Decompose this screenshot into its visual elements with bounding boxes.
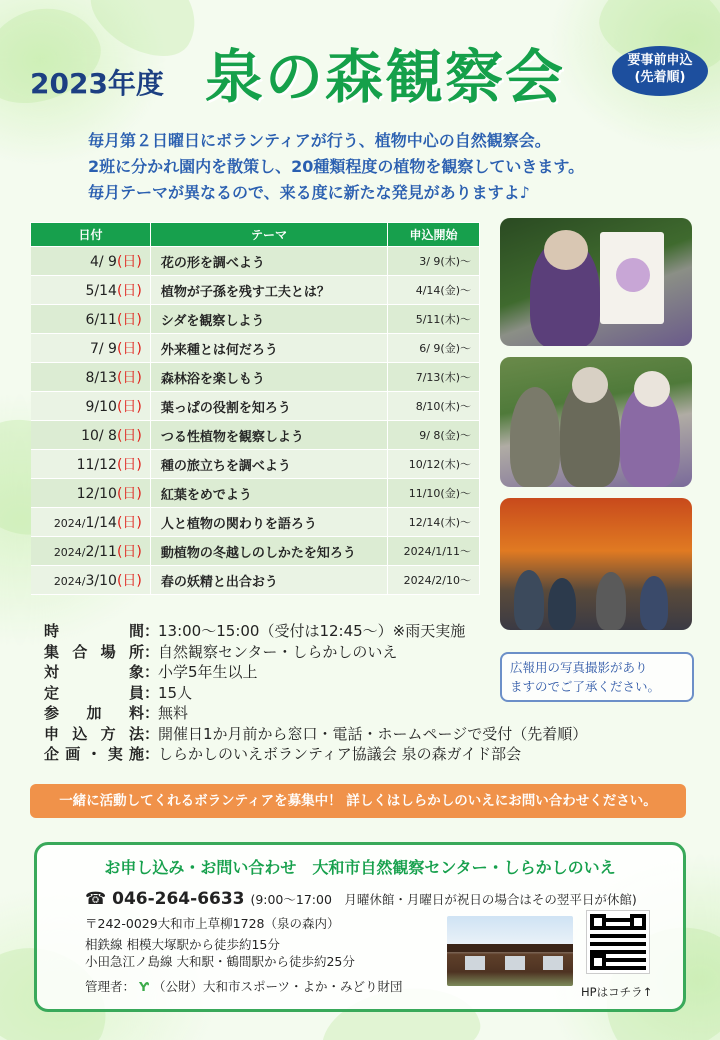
schedule-date [31,450,151,479]
foundation-logo-icon: Ƴ [139,979,149,994]
badge-line-1: 要事前申込 [627,53,693,68]
schedule-date [31,421,151,450]
date-weekday: (日) [116,283,142,299]
schedule-date [31,537,151,566]
detail-label: 集 合 場 所 [44,642,144,661]
schedule-date [31,363,151,392]
schedule-theme: 花の形を調べよう [150,247,387,276]
date-weekday: (日) [116,428,142,444]
intro-line-2: 2班に分かれ園内を散策し、20種類程度の植物を観察していきます。 [88,157,585,176]
access-sotetsu: 相鉄線 相模大塚駅から徒歩約15分 [85,937,280,952]
photo-autumn-leaves-group [500,498,692,630]
detail-row [44,703,664,724]
schedule-theme: 春の妖精と出合おう [150,566,387,595]
qr-caption: HPはコチラ↑ [581,985,653,999]
schedule-header-row [31,223,480,247]
phone-number[interactable]: 046-264-6633 [112,889,245,909]
detail-colon: ： [144,622,160,640]
detail-value: 無料 [158,704,189,722]
schedule-date [31,508,151,537]
detail-label: 企 画 ・ 実 施 [44,745,144,763]
schedule-date [31,305,151,334]
detail-label: 定 員 [44,683,144,702]
schedule-theme: 葉っぱの役割を知ろう [150,392,387,421]
schedule-theme: 種の旅立ちを調べよう [150,450,387,479]
schedule-date [31,276,151,305]
date-month-day: 2/11 [85,544,117,560]
schedule-open-date: 3/ 9(木)～ [388,247,480,276]
date-month-day: 9/10 [85,399,117,415]
reservation-badge [612,46,708,96]
date-weekday: (日) [116,254,142,270]
volunteer-banner: 一緒に活動してくれるボランティアを募集中！ 詳しくはしらかしのいえにお問い合わせください。 [30,784,686,818]
schedule-row [31,392,480,421]
contact-heading: お申し込み・お問い合わせ 大和市自然観察センター・しらかしのいえ [104,858,616,877]
date-weekday: (日) [116,573,142,589]
detail-label: 対 象 [44,663,144,681]
schedule-theme: 人と植物の関わりを語ろう [150,508,387,537]
schedule-open-date: 11/10(金)～ [388,479,480,508]
header-date: 日付 [31,223,151,247]
date-month-day: 6/11 [85,312,117,328]
detail-colon: ： [144,642,160,661]
schedule-row [31,450,480,479]
detail-label: 時 間 [44,622,144,640]
contact-box [34,842,686,1012]
date-month-day: 1/14 [85,515,117,531]
date-weekday: (日) [116,312,142,328]
schedule-open-date: 7/13(木)～ [388,363,480,392]
date-weekday: (日) [116,457,142,473]
detail-value: 小学5年生以上 [158,663,258,681]
detail-label: 申 込 方 法 [44,724,144,743]
date-weekday: (日) [116,544,142,560]
contact-address-block [85,915,355,970]
date-month-day: 3/10 [85,573,117,589]
page-title: 泉の森観察会 [205,43,566,111]
detail-colon: ： [144,683,160,702]
date-weekday: (日) [116,515,142,531]
date-year-prefix: 2024/ [53,546,86,559]
intro-line-3: 毎月テーマが異なるので、来る度に新たな発見がありますよ♪ [88,183,530,202]
schedule-theme: 動植物の冬越しのしかたを知ろう [150,537,387,566]
schedule-row [31,305,480,334]
schedule-open-date: 2024/1/11～ [388,537,480,566]
schedule-theme: 植物が子孫を残す工夫とは？ [150,276,387,305]
schedule-date [31,247,151,276]
detail-colon: ： [144,745,160,763]
date-month-day: 4/ 9 [89,254,117,270]
photo-notice-line-1: 広報用の写真撮影があり [510,660,648,675]
date-weekday: (日) [116,399,142,415]
schedule-row [31,363,480,392]
schedule-theme: 外来種とは何だろう [150,334,387,363]
date-year-prefix: 2024/ [53,575,86,588]
detail-row [44,621,664,642]
manager-line [85,977,402,995]
schedule-row [31,276,480,305]
photo-guide-with-flower-chart [500,218,692,346]
schedule-row [31,247,480,276]
schedule-date [31,479,151,508]
detail-row [44,744,664,765]
manager-organization: （公財）大和市スポーツ・よか・みどり財団 [152,979,403,994]
schedule-date [31,566,151,595]
contact-phone [85,889,637,909]
schedule-row [31,334,480,363]
schedule-date [31,392,151,421]
date-month-day: 7/ 9 [89,341,117,357]
schedule-row [31,508,480,537]
schedule-open-date: 5/11(木)～ [388,305,480,334]
date-month-day: 5/14 [85,283,117,299]
schedule-table [30,222,480,595]
date-month-day: 11/12 [76,457,117,473]
detail-label: 参 加 料 [44,704,144,722]
event-year: 2023年度 [30,67,164,100]
schedule-open-date: 4/14(金)～ [388,276,480,305]
intro-text [88,128,708,206]
intro-line-1: 毎月第２日曜日にボランティアが行う、植物中心の自然観察会。 [88,131,551,150]
schedule-open-date: 6/ 9(金)～ [388,334,480,363]
badge-line-2: (先着順) [634,69,686,85]
schedule-theme: シダを観察しよう [150,305,387,334]
detail-colon: ： [144,663,160,681]
schedule-row [31,479,480,508]
detail-value: 13:00～15:00（受付は12:45～）※雨天実施 [158,622,466,640]
photo-notice [500,652,694,702]
schedule-row [31,421,480,450]
date-weekday: (日) [116,370,142,386]
schedule-open-date: 8/10(木)～ [388,392,480,421]
schedule-open-date: 10/12(木)～ [388,450,480,479]
detail-colon: ： [144,724,160,743]
phone-icon: ☎ [85,889,107,909]
date-month-day: 12/10 [76,486,117,502]
detail-value: 自然観察センター・しらかしのいえ [158,642,398,661]
schedule-open-date: 9/ 8(金)～ [388,421,480,450]
detail-colon: ： [144,704,160,722]
date-year-prefix: 2024/ [53,517,86,530]
schedule-open-date: 12/14(木)～ [388,508,480,537]
header-open: 申込開始 [388,223,480,247]
header-theme: テーマ [150,223,387,247]
qr-code[interactable] [587,911,649,973]
date-weekday: (日) [116,341,142,357]
detail-value: しらかしのいえボランティア協議会 泉の森ガイド部会 [158,745,522,763]
detail-row [44,724,664,745]
detail-value: 開催日1か月前から窓口・電話・ホームページで受付（先着順） [158,724,588,743]
date-month-day: 10/ 8 [81,428,117,444]
building-photo [447,916,573,986]
schedule-date [31,334,151,363]
opening-hours: (9:00～17:00 月曜休館・月曜日が祝日の場合はその翌平日が休館) [250,892,637,907]
photo-participants-observing [500,357,692,487]
schedule-open-date: 2024/2/10～ [388,566,480,595]
schedule-row [31,566,480,595]
date-weekday: (日) [116,486,142,502]
manager-label: 管理者： [85,979,136,994]
schedule-theme: つる性植物を観察しよう [150,421,387,450]
address: 〒242-0029大和市上草柳1728（泉の森内） [85,916,340,931]
schedule-theme: 森林浴を楽しもう [150,363,387,392]
photo-notice-line-2: ますのでご了承ください。 [510,679,661,694]
schedule-row [31,537,480,566]
schedule-theme: 紅葉をめでよう [150,479,387,508]
date-month-day: 8/13 [85,370,117,386]
detail-value: 15人 [158,683,193,702]
access-odakyu: 小田急江ノ島線 大和駅・鶴間駅から徒歩約25分 [85,954,355,969]
